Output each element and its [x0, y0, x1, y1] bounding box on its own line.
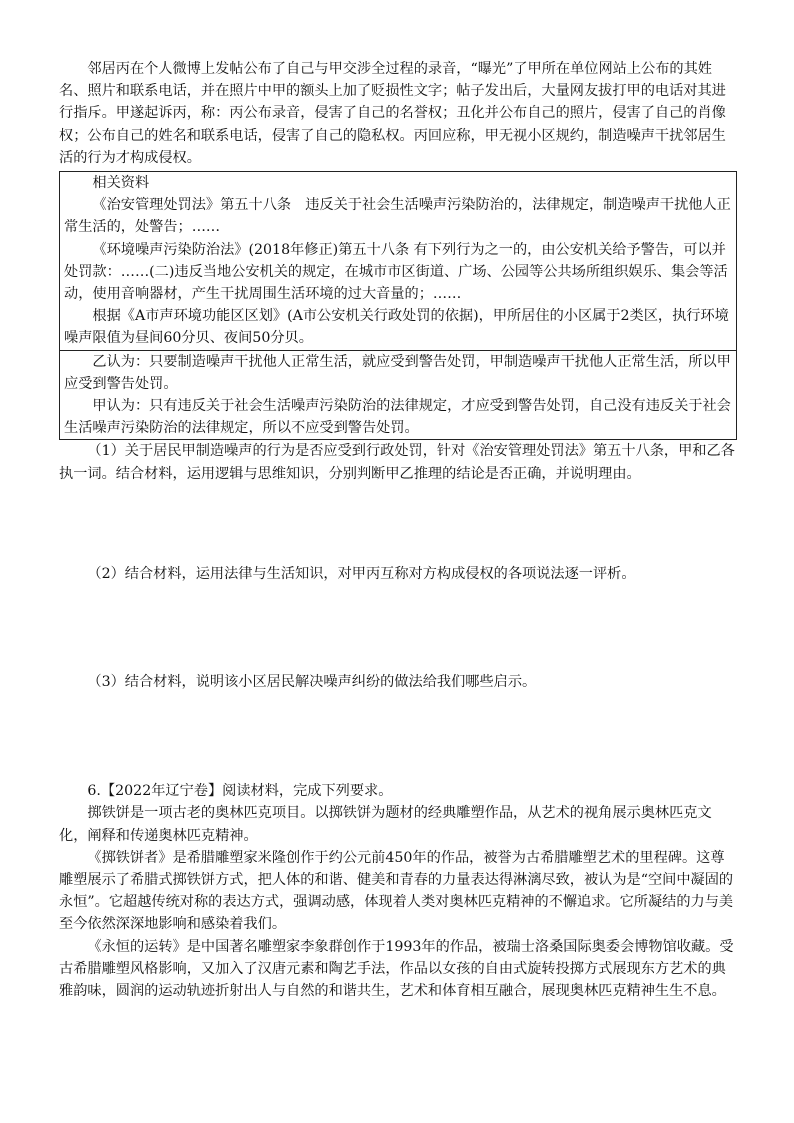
law-excerpt-public-security: 《治安管理处罚法》第五十八条 违反关于社会生活噪声污染防治的，法律规定，制造噪声干扰他人正常生活的，处警告；…… — [64, 197, 731, 236]
answer-space-1 — [59, 485, 737, 563]
views-section — [60, 350, 736, 440]
question-2: （2）结合材料，运用法律与生活知识，对甲丙互称对方构成侵权的各项说法逐一评析。 — [87, 565, 636, 582]
question-3: （3）结合材料，说明该小区居民解决噪声纠纷的做法给我们哪些启示。 — [87, 674, 537, 691]
materials-title: 相关资料 — [92, 175, 150, 192]
answer-space-3 — [59, 693, 737, 780]
zoning-excerpt: 根据《A市声环境功能区区划》(A市公安机关行政处罚的依据)，甲所居住的小区属于2类区，执行环境噪声限值为昼间60分贝、夜间50分贝。 — [64, 308, 729, 347]
question-1: （1）关于居民甲制造噪声的行为是否应受到行政处罚，针对《治安管理处罚法》第五十八条，甲和乙各执一词。结合材料，运用逻辑与思维知识，分别判断甲乙推理的结论是否正确，并说明理由。 — [59, 443, 735, 482]
law-excerpt-noise-prevention: 《环境噪声污染防治法》(2018年修正)第五十八条 有下列行为之一的，由公安机关给予警告，可以并处罚款：……(二)违反当地公安机关的规定，在城市市区街道、广场、公园等公共场所组织娱乐、集会等活动，使用音响器材，产生干扰周围生活环境的过大音量的；…… — [64, 241, 728, 303]
problem-6-para-3: 《永恒的运转》是中国著名雕塑家李象群创作于1993年的作品，被瑞士洛桑国际奥委会博物馆收藏。受古希腊雕塑风格影响，又加入了汉唐元素和陶艺手法，作品以女孩的自由式旋转投掷方式展现东方艺术的典雅韵味，圆润的运动轨迹折射出人与自然的和谐共生，艺术和体育相互融合，展现奥林匹克精神生生不息。 — [59, 938, 734, 1000]
problem-6-para-1: 掷铁饼是一项古老的奥林匹克项目。以掷铁饼为题材的经典雕塑作品，从艺术的视角展示奥林匹克文化，阐释和传递奥林匹克精神。 — [59, 805, 712, 844]
view-yi: 乙认为：只要制造噪声干扰他人正常生活，就应受到警告处罚，甲制造噪声干扰他人正常生活，所以甲应受到警告处罚。 — [64, 353, 731, 392]
materials-table — [59, 171, 737, 440]
view-jia: 甲认为：只有违反关于社会生活噪声污染防治的法律规定，才应受到警告处罚，自己没有违反关于社会生活噪声污染防治的法律规定，所以不应受到警告处罚。 — [64, 398, 731, 437]
problem-6-header: 6.【2022年辽宁卷】阅读材料，完成下列要求。 — [87, 783, 393, 800]
materials-section — [60, 172, 736, 350]
scenario-paragraph: 邻居丙在个人微博上发帖公布了自己与甲交涉全过程的录音，“曝光”了甲所在单位网站上公布的其姓名、照片和联系电话，并在照片中甲的额头上加了贬损性文字；帖子发出后，大量网友拔打甲的电话对其进行指斥。甲遂起诉丙，称：丙公布录音，侵害了自己的名誉权；丑化并公布自己的照片，侵害了自己的肖像权；公布自己的姓名和联系电话，侵害了自己的隐私权。丙回应称，甲无视小区规约，制造噪声干扰邻居生活的行为才构成侵权。 — [59, 61, 726, 166]
problem-6-para-2: 《掷铁饼者》是希腊雕塑家米隆创作于约公元前450年的作品，被誉为古希腊雕塑艺术的里程碑。这尊雕塑展示了希腊式掷铁饼方式，把人体的和谐、健美和青春的力量表达得淋漓尽致，被认为是“空间中凝固的永恒”。它超越传统对称的表达方式，强调动感，体现着人类对奥林匹克精神的不懈追求。它所凝结的力与美至今依然深深地影响和感染着我们。 — [59, 849, 734, 933]
page-content — [59, 58, 737, 1002]
answer-space-2 — [59, 585, 737, 671]
